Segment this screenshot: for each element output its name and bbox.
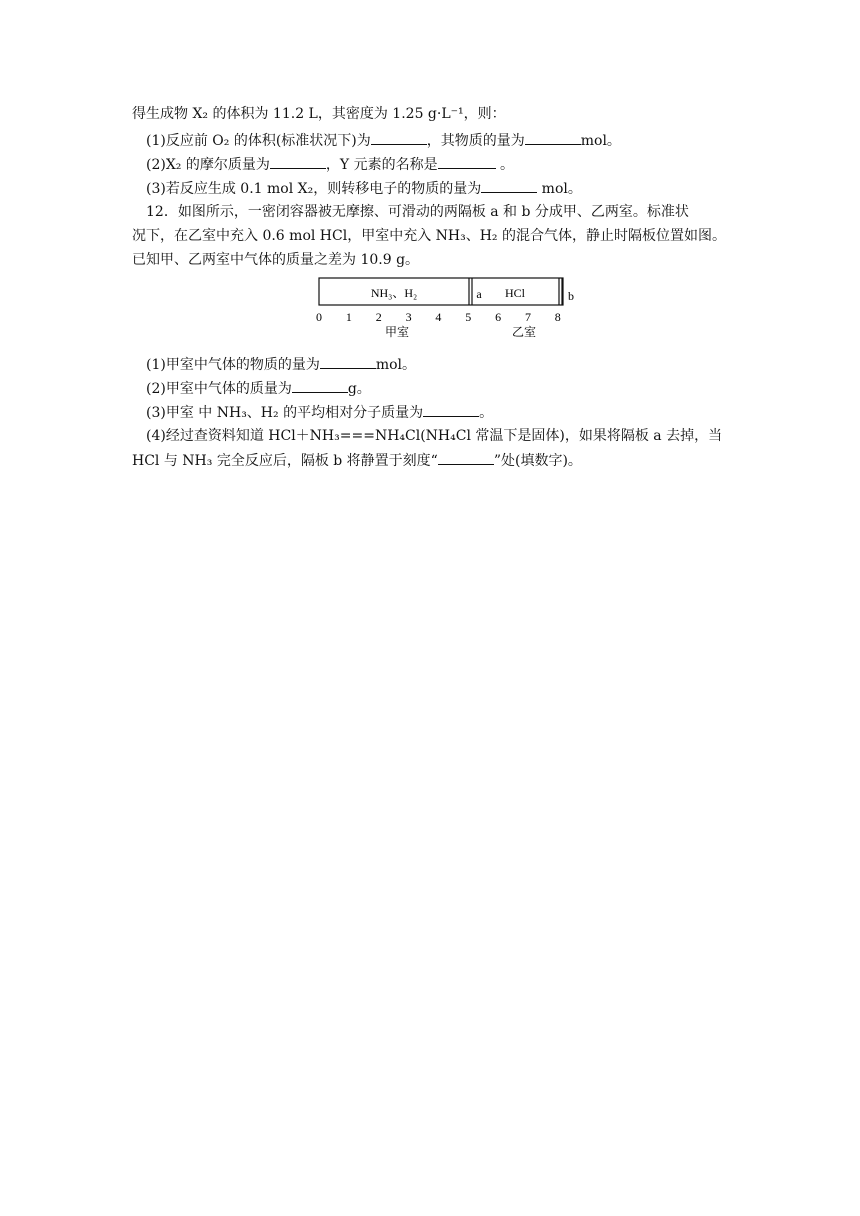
answer-blank[interactable]: [438, 450, 494, 465]
problem-12-line1: 12．如图所示，一密闭容器被无摩擦、可滑动的两隔板 a 和 b 分成甲、乙两室。标准状: [146, 204, 689, 220]
question-3: (3)若反应生成 0.1 mol X₂，则转移电子的物质的量为 mol。: [146, 178, 582, 199]
answer-blank[interactable]: [320, 354, 376, 369]
scale-tick-label: 6: [495, 310, 502, 324]
problem-12-line3: 已知甲、乙两室中气体的质量之差为 10.9 g。: [132, 252, 420, 268]
scale-tick-label: 7: [525, 310, 531, 324]
gas-right-label: HCl: [504, 286, 526, 300]
scale-tick-label: 0: [316, 310, 322, 324]
sub-question-3: (3)甲室 中 NH₃、H₂ 的平均相对分子质量为 。: [146, 402, 493, 423]
answer-blank[interactable]: [525, 130, 581, 145]
scale-tick-label: 1: [345, 310, 352, 324]
question-1: (1)反应前 O₂ 的体积(标准状况下)为 ，其物质的量为 mol。: [146, 130, 621, 151]
scale-tick-label: 8: [554, 310, 561, 324]
container-diagram: [308, 272, 578, 344]
container-outline: [319, 278, 563, 305]
sub-question-4: (4)经过查资料知道 HCl＋NH₃===NH₄Cl(NH₄Cl 常温下是固体)，如果将隔板 a 去掉，当: [146, 428, 723, 444]
answer-blank[interactable]: [292, 378, 348, 393]
sub-question-4-cont: HCl 与 NH₃ 完全反应后，隔板 b 将静置于刻度“ ”处(填数字)。: [132, 450, 582, 471]
answer-blank[interactable]: [423, 402, 479, 417]
partition-b-label: b: [568, 289, 574, 303]
scale-tick-label: 4: [435, 310, 442, 324]
problem-12-line2: 况下，在乙室中充入 0.6 mol HCl，甲室中充入 NH₃、H₂ 的混合气体，静止时隔板位置如图。: [132, 228, 726, 244]
scale-tick-label: 2: [375, 310, 382, 324]
answer-blank[interactable]: [270, 154, 326, 169]
answer-blank[interactable]: [481, 178, 537, 193]
answer-blank[interactable]: [371, 130, 427, 145]
sub-question-1: (1)甲室中气体的物质的量为 mol。: [146, 354, 416, 375]
sub-question-2: (2)甲室中气体的质量为 g。: [146, 378, 371, 399]
question-2: (2)X₂ 的摩尔质量为 ，Y 元素的名称是 。: [146, 154, 514, 175]
room-left-label: 甲室: [384, 325, 410, 339]
scale-tick-label: 3: [405, 310, 412, 324]
room-right-label: 乙室: [511, 325, 537, 339]
answer-blank[interactable]: [438, 154, 496, 169]
partition-a-label: a: [476, 287, 482, 301]
scale-ticks: [316, 310, 561, 324]
scale-tick-label: 5: [465, 310, 472, 324]
gas-left-label: NH₃、H₂: [370, 286, 418, 300]
text-line: 得生成物 X₂ 的体积为 11.2 L，其密度为 1.25 g·L⁻¹，则：: [132, 106, 506, 122]
